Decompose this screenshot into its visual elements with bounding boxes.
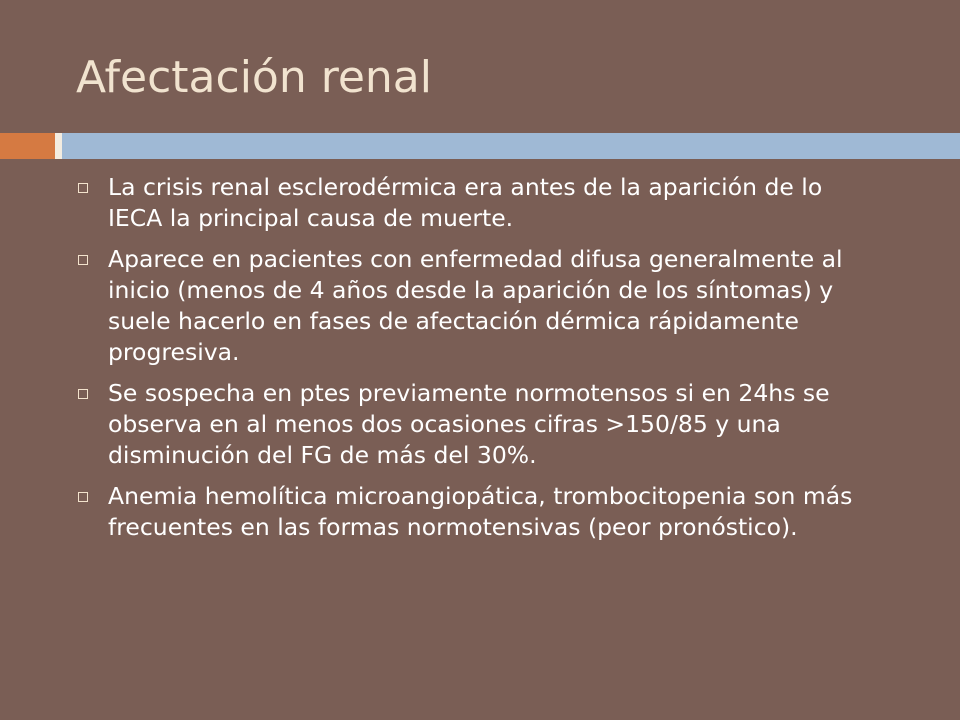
hollow-square-icon xyxy=(78,389,88,399)
hollow-square-icon xyxy=(78,183,88,193)
accent-bar-orange xyxy=(0,133,55,159)
list-item xyxy=(78,481,878,543)
bullet-text: Aparece en pacientes con enfermedad difusa generalmente al inicio (menos de 4 años desde la aparición de los síntomas) y suele hacerlo en fases de afectación dérmica rápidamente progresiva. xyxy=(108,245,843,366)
accent-bar-separator xyxy=(55,133,62,159)
accent-bar-blue xyxy=(62,133,960,159)
bullet-text: Anemia hemolítica microangiopática, trombocitopenia son más frecuentes en las formas normotensivas (peor pronóstico). xyxy=(108,482,853,541)
slide-title: Afectación renal xyxy=(76,52,432,103)
list-item xyxy=(78,378,878,471)
hollow-square-icon xyxy=(78,492,88,502)
bullet-text: La crisis renal esclerodérmica era antes de la aparición de lo IECA la principal causa de muerte. xyxy=(108,173,823,232)
hollow-square-icon xyxy=(78,255,88,265)
list-item xyxy=(78,172,878,234)
bullet-list xyxy=(78,172,878,553)
list-item xyxy=(78,244,878,368)
bullet-text: Se sospecha en ptes previamente normotensos si en 24hs se observa en al menos dos ocasiones cifras >150/85 y una disminución del FG de más del 30%. xyxy=(108,379,830,469)
